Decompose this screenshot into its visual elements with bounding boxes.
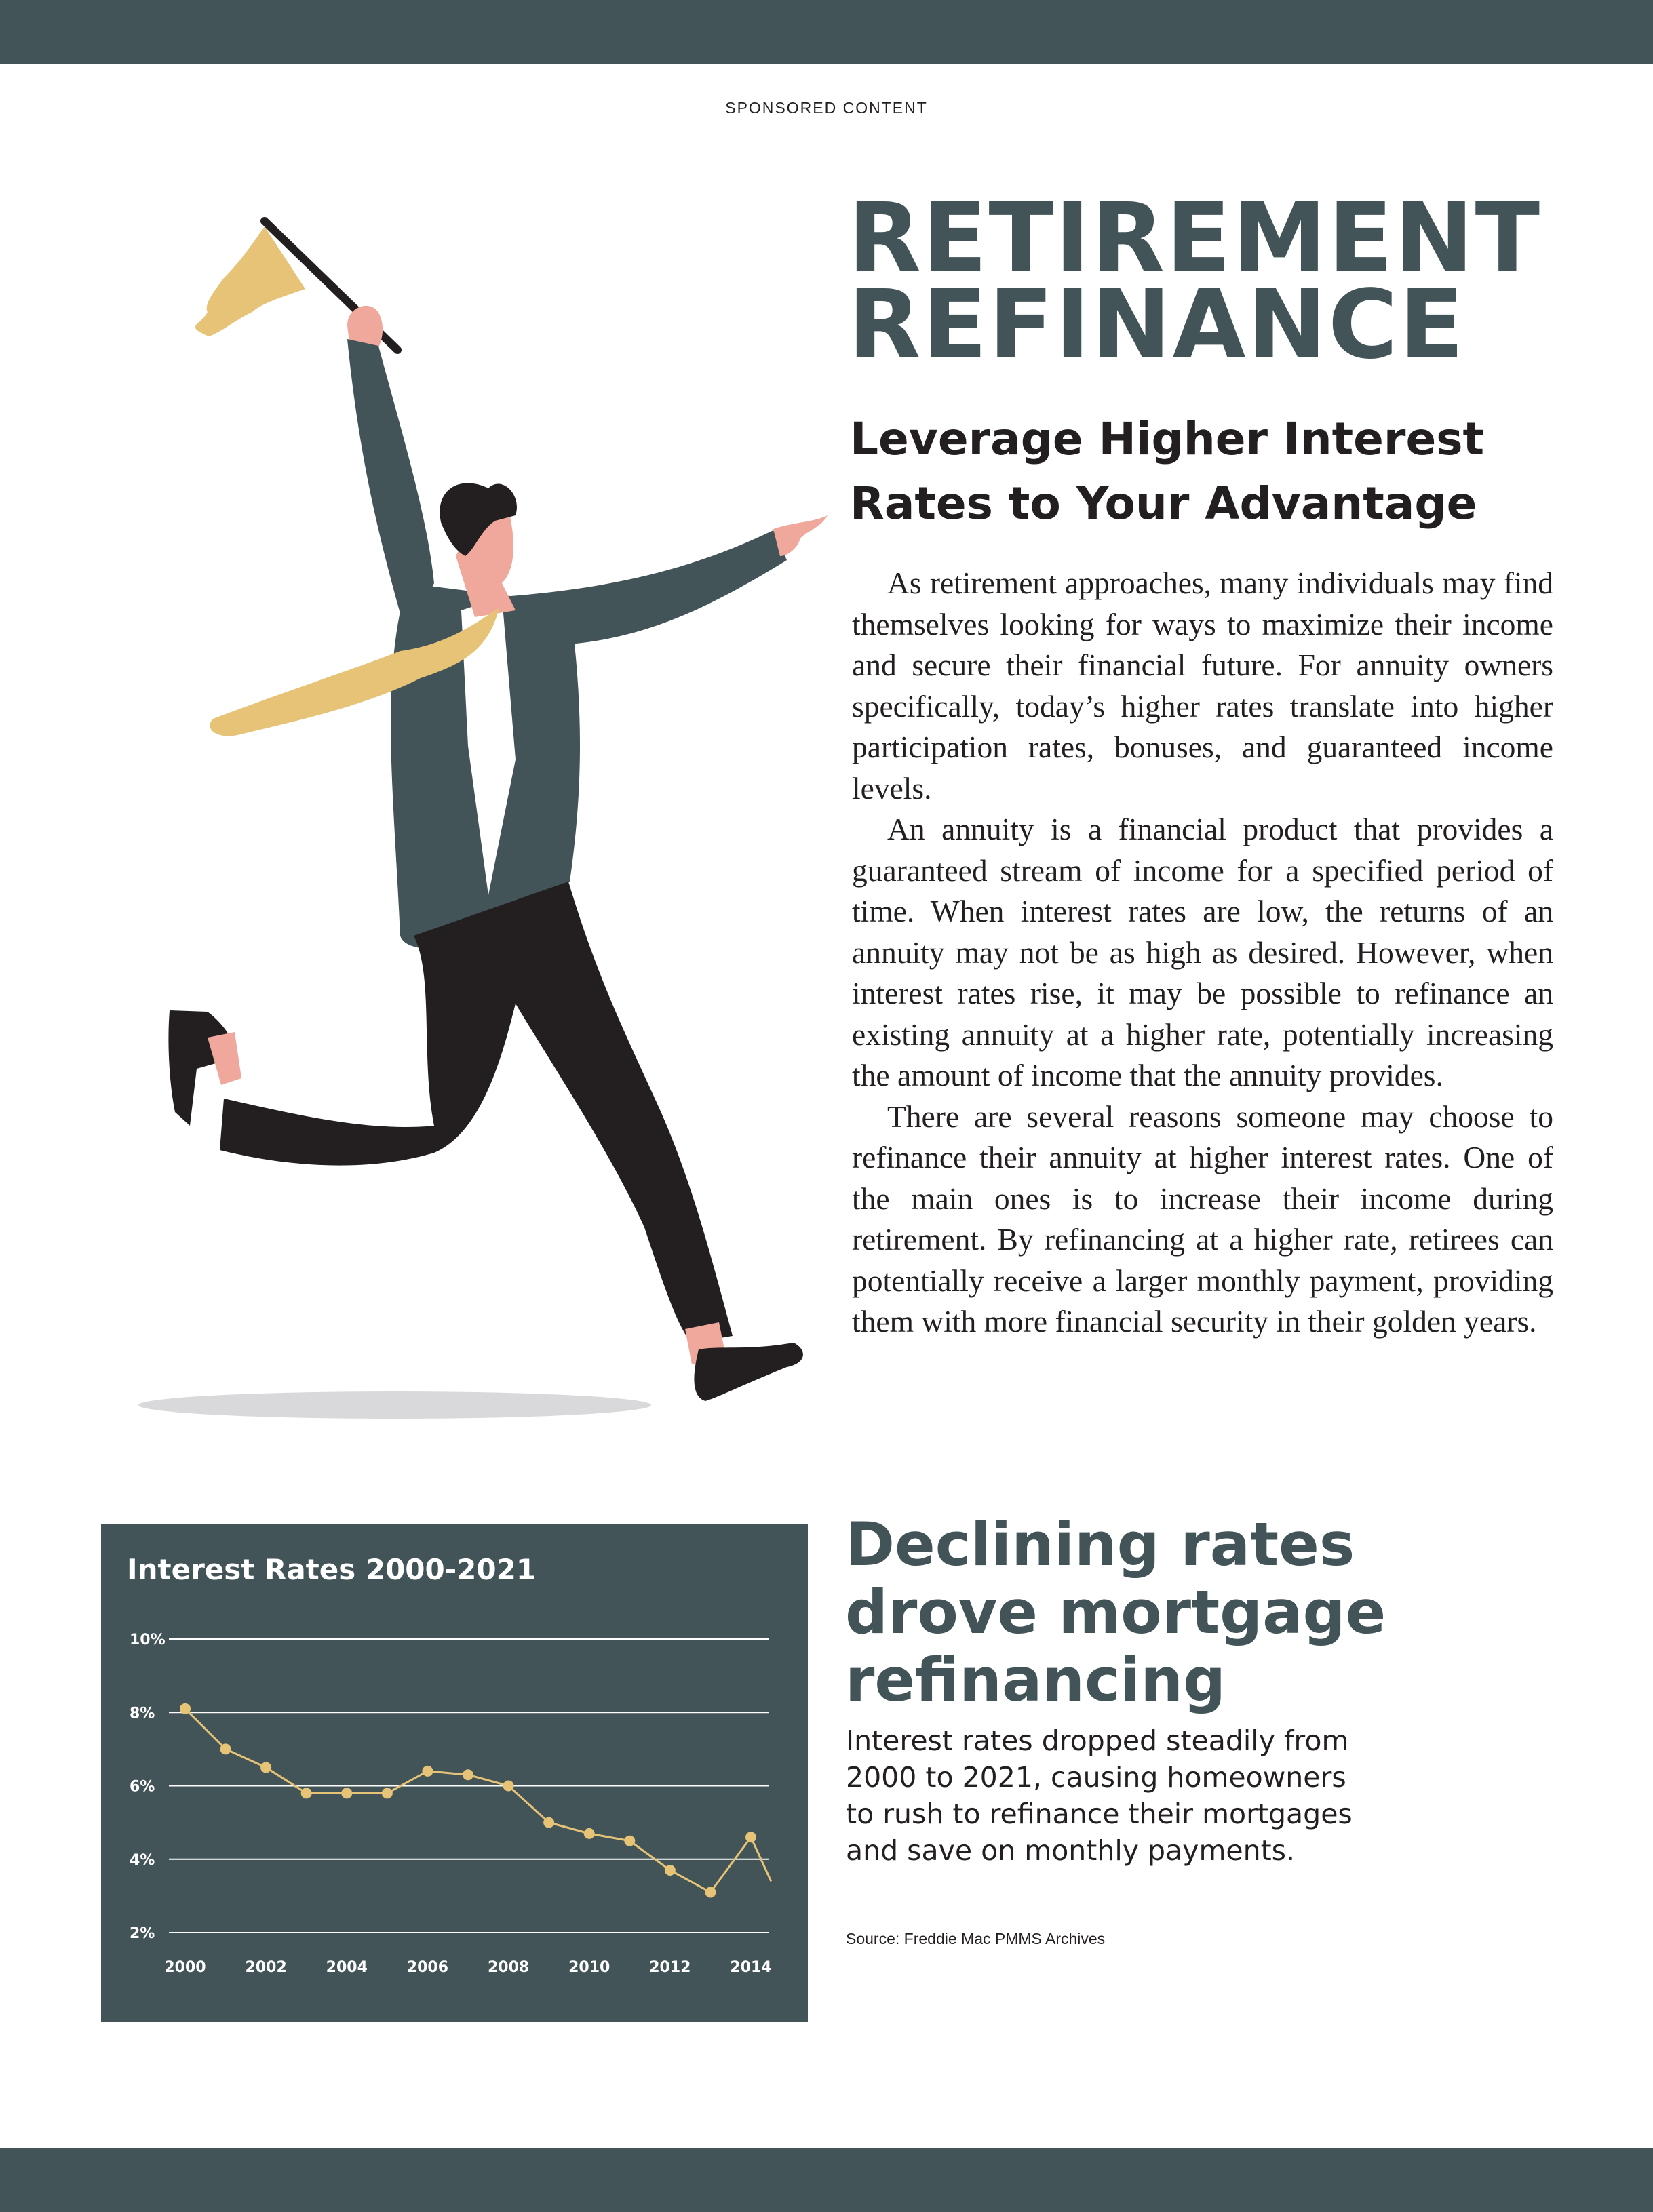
data-point [503,1781,514,1792]
sidebar-heading [845,1511,1591,1714]
article-title [848,183,1542,380]
article-subtitle: Leverage Higher Interest Rates to Your Advantage [850,413,1485,530]
x-tick-label: 2002 [245,1959,287,1976]
title-line-2: REFINANCE [848,270,1466,380]
chart-title: Interest Rates 2000-2021 [127,1553,537,1586]
y-tick-label: 10% [130,1632,166,1648]
data-point [745,1832,756,1842]
x-tick-label: 2010 [568,1959,610,1976]
data-point [180,1703,191,1714]
body-paragraph-3: There are several reasons someone may choose to refinance their annuity at higher interest rates. One of the main ones is to increase their income during retirement. By refinancing at a higher rate, retirees can potentially receive a larger monthly payment, providing them with more financial security in their golden years. [852,1099,1553,1339]
bottom-banner-bar [0,2148,1653,2212]
sidebar-heading-line-3: refinancing [845,1645,1226,1715]
running-businessman-illustration [81,203,834,1431]
chart-source-note: Source: Freddie Mac PMMS Archives [846,1930,1106,1948]
sidebar-heading-line-1: Declining rates [845,1509,1355,1579]
data-point [220,1743,231,1754]
y-tick-label: 4% [130,1851,155,1869]
body-paragraph-1: As retirement approaches, many individuals may find themselves looking for ways to maximize their income and secure their financial future. For annuity owners specifically, today’s higher rates translate into higher participation rates, bonuses, and guaranteed income levels. [852,566,1553,806]
data-point [341,1788,352,1798]
pointing-hand [773,515,828,556]
article-body [852,563,1553,1343]
body-paragraph-2: An annuity is a financial product that provides a guaranteed stream of income for a specified period of time. When interest rates are low, the returns of an annuity may not be as high as desired. However, when interest rates rise, it may be possible to refinance an existing annuity at a higher rate, potentially increasing the amount of income that the annuity provides. [852,812,1553,1092]
trousers [220,882,733,1343]
x-tick-label: 2012 [649,1959,691,1976]
sidebar-heading-line-2: drove mortgage [845,1577,1386,1647]
data-point [543,1817,554,1828]
data-point [260,1762,271,1773]
x-tick-label: 2006 [406,1959,449,1976]
front-foot-shoe [694,1343,803,1401]
x-tick-label: 2008 [487,1959,530,1976]
data-point [705,1887,716,1897]
data-point [584,1828,595,1839]
figure-shadow [138,1391,651,1419]
data-point [624,1836,635,1846]
data-point [665,1865,676,1876]
y-tick-label: 8% [130,1705,155,1722]
title-line-1: RETIREMENT [848,183,1542,294]
y-tick-label: 2% [130,1925,155,1942]
x-tick-label: 2000 [164,1959,206,1976]
data-point [422,1766,433,1777]
data-point [301,1788,312,1798]
data-point [463,1769,473,1780]
x-tick-label: 2014 [730,1959,772,1976]
rate-series-line [185,1709,771,1893]
data-point [382,1788,393,1798]
x-tick-label: 2004 [326,1959,368,1976]
interest-rates-line-chart [101,1524,808,2022]
top-banner-bar [0,0,1653,64]
sponsored-label: SPONSORED CONTENT [725,99,928,117]
sidebar-description: Interest rates dropped steadily from 2000 to 2021, causing homeowners to rush to refinance their mortgages and save on monthly payments. [846,1724,1353,1867]
interest-rates-chart-panel [101,1524,808,2022]
y-tick-label: 6% [130,1778,155,1796]
